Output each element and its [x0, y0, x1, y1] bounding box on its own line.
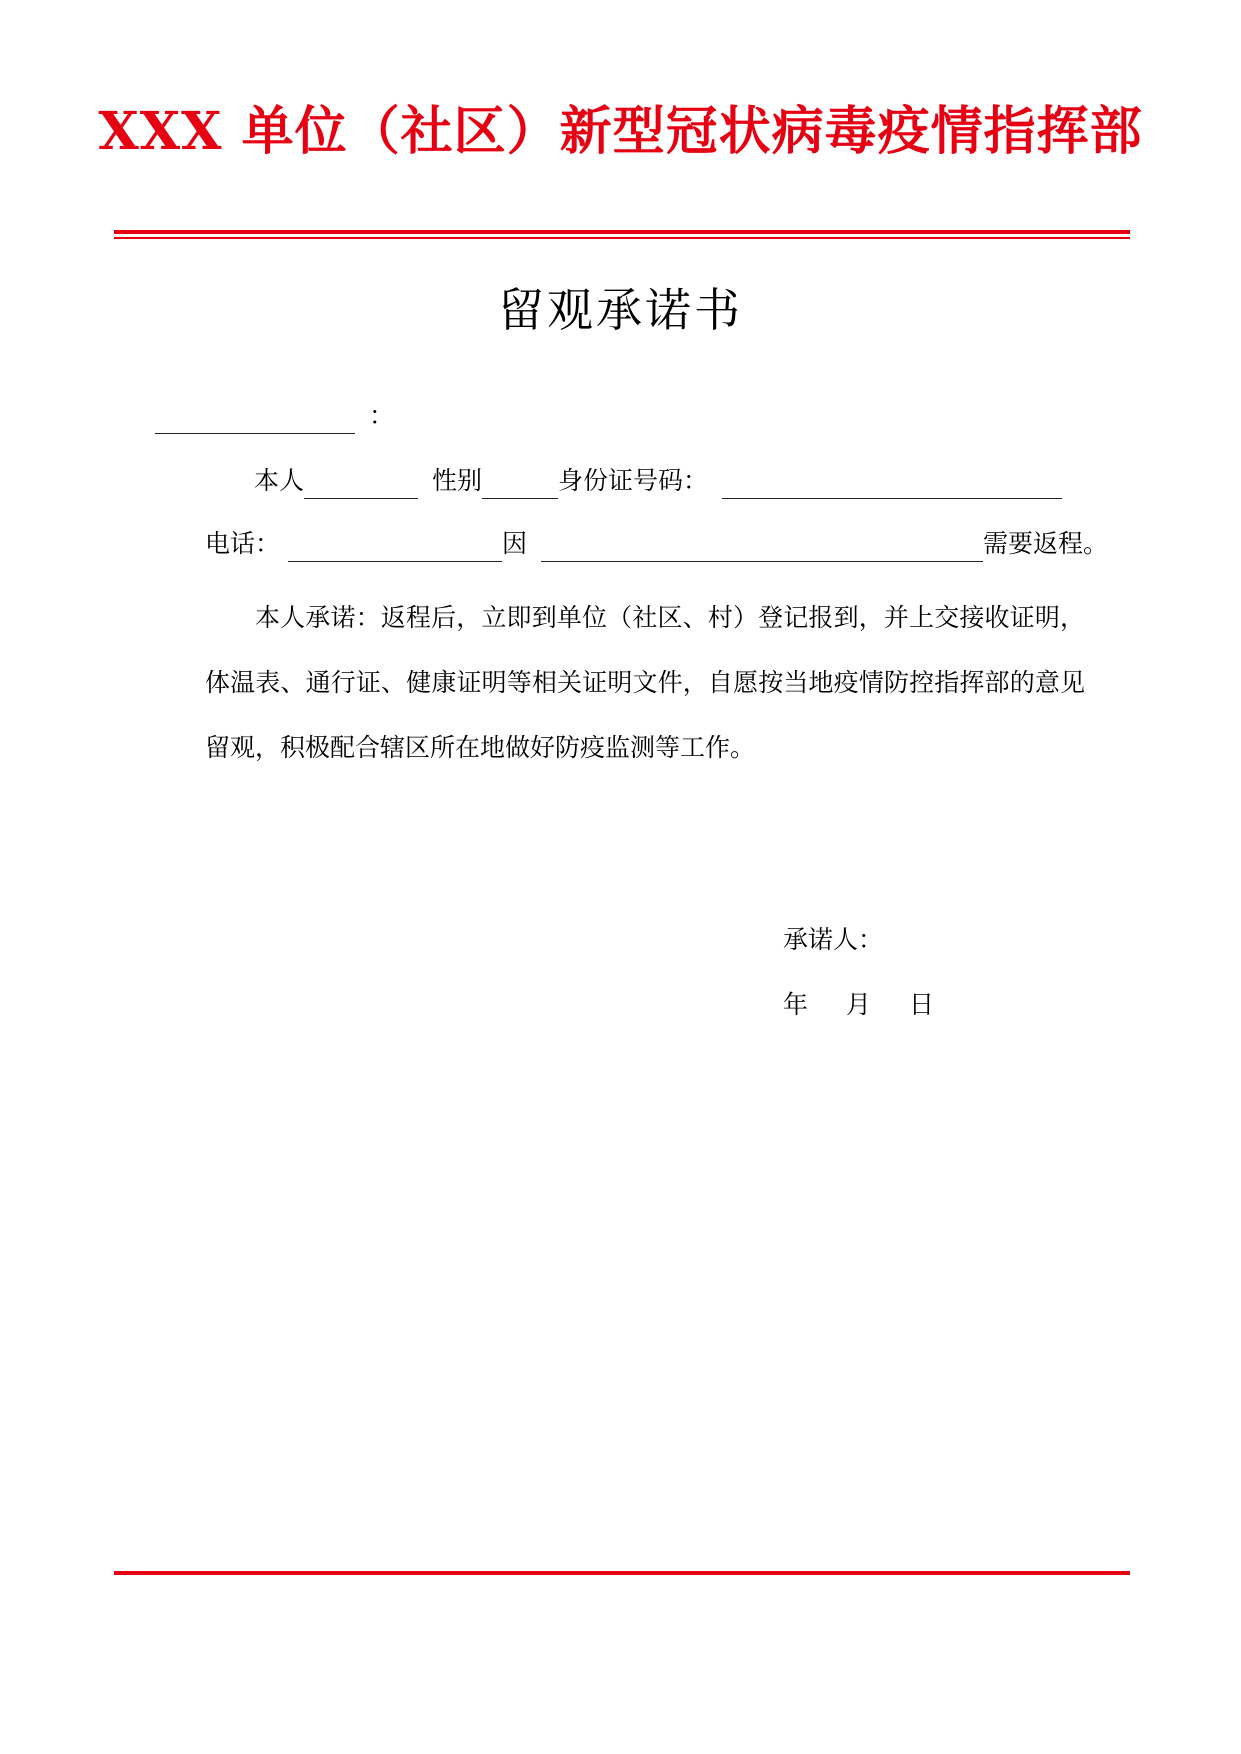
reason-blank[interactable]: [541, 531, 983, 562]
date-year-label: 年: [783, 990, 809, 1019]
promise-paragraph: 本人承诺：返程后，立即到单位（社区、村）登记报到，并上交接收证明，体温表、通行证、健康证明等相关证明文件，自愿按当地疫情防控指挥部的意见留观，积极配合辖区所在地做好防疫监测等工作。: [205, 603, 1085, 762]
personal-info-line: [254, 463, 1062, 499]
addressee-blank[interactable]: [155, 403, 355, 434]
name-blank[interactable]: [304, 468, 418, 499]
footer-divider: [114, 1571, 1130, 1575]
phone-blank[interactable]: [288, 531, 502, 562]
signer-label: 承诺人：: [783, 925, 884, 954]
gender-label: 性别: [432, 466, 483, 495]
letterhead-divider-thick: [114, 230, 1130, 234]
reason-suffix: 需要返程。: [983, 529, 1109, 558]
phone-reason-line: [205, 526, 1108, 562]
salutation-colon: ：: [369, 401, 395, 430]
name-label: 本人: [254, 466, 305, 495]
date-month-label: 月: [846, 990, 872, 1019]
letterhead-title: XXX 单位（社区）新型冠状病毒疫情指挥部: [98, 101, 1143, 162]
salutation-line: [155, 398, 394, 434]
reason-label: 因: [502, 529, 528, 558]
document-title: 留观承诺书: [498, 283, 743, 337]
signature-date: [783, 987, 934, 1023]
letterhead-divider-thin: [114, 237, 1130, 239]
id-number-blank[interactable]: [722, 468, 1062, 499]
gender-blank[interactable]: [482, 468, 558, 499]
date-day-label: 日: [909, 990, 935, 1019]
phone-label: 电话：: [205, 529, 281, 558]
id-number-label: 身份证号码：: [558, 466, 709, 495]
